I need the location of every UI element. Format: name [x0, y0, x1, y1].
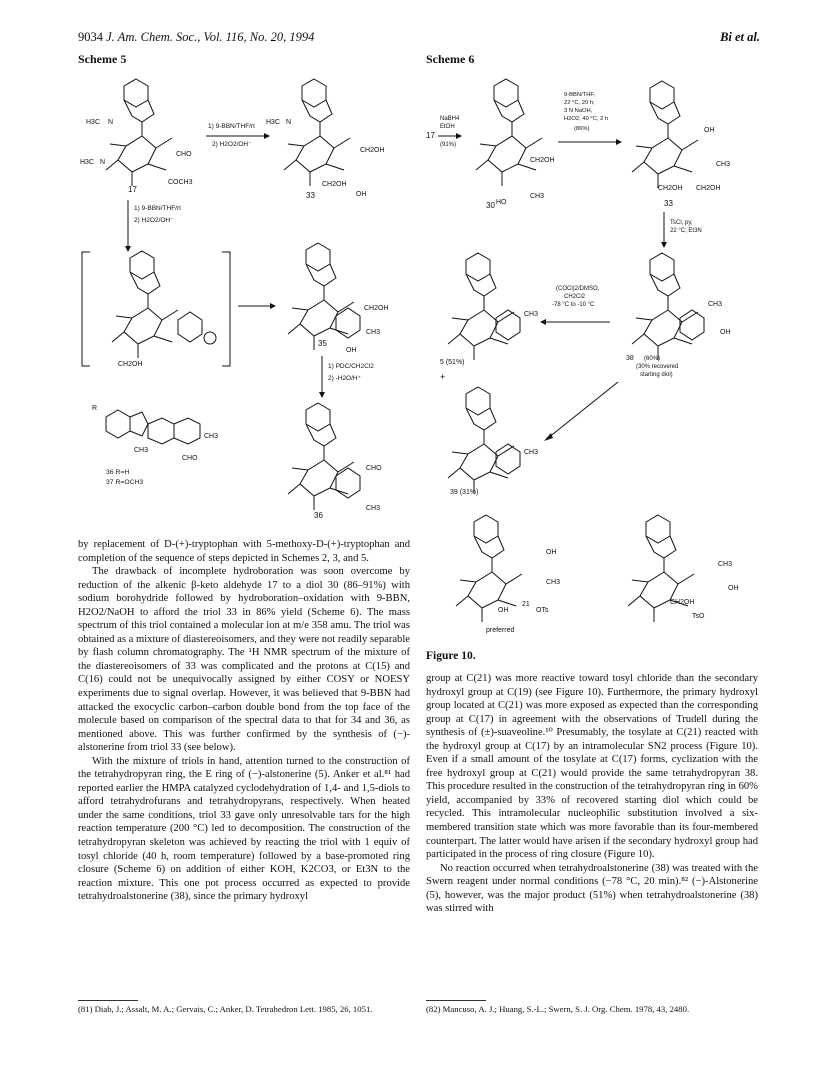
figure10-title: Figure 10.	[426, 650, 476, 662]
svg-text:CH3: CH3	[204, 433, 219, 440]
s6-a4-r1: (COCl)2/DMSO,	[556, 286, 600, 292]
scheme6-title: Scheme 6	[426, 52, 475, 66]
svg-text:CH2OH: CH2OH	[360, 147, 385, 154]
right-footnote-rule	[426, 1000, 486, 1001]
scheme5-drawing	[78, 66, 410, 526]
svg-text:HO: HO	[496, 199, 507, 206]
s5-label-35: 35	[318, 339, 327, 348]
svg-text:N: N	[100, 159, 106, 166]
svg-text:H3C: H3C	[80, 159, 95, 166]
svg-text:OH: OH	[720, 329, 731, 336]
svg-text:21: 21	[522, 601, 530, 608]
svg-text:CH2OH: CH2OH	[364, 305, 389, 312]
s6-a3-r1: TsCl, py,	[670, 220, 693, 226]
svg-text:OH: OH	[498, 607, 509, 614]
s5-label-17: 17	[128, 185, 137, 194]
s6-a2-r4: H2O2, 40 °C, 2 h	[564, 116, 609, 122]
svg-text:CH3: CH3	[524, 311, 539, 318]
s6-a4-r3: -78 °C to -10 °C	[552, 302, 595, 308]
s6-label-39: 39 (31%)	[450, 489, 479, 496]
s5-a2-r1: 1) 9-BBN/THF/rt	[134, 205, 181, 212]
s6-a2-r1: 9-BBN/THF,	[564, 92, 595, 98]
left-paragraph-3: With the mixture of triols in hand, attention turned to the construction of the tetrahydropyran ring, the E ring of (−)-alstonerine (5). Anker et al.⁸¹ had reported earlier the HMPA catalyzed cyclodehydration of 1,4- and 1,5-diols to afford tetrahydrofurans and tetrahydropyrans, respectively. When heated under the same conditions, triol 33 gave only unresolvable tars for the high reaction temperature (200 °C) led to decomposition. The construction of the tetrahydropyran skeleton was achieved by reacting the triol with 1 equiv of tosyl chloride (40 h, room temperature) followed by a base-promoted ring closure (Scheme 6) on addition of either KOH, K2CO3, or Et3N to the reaction mixture. This one pot process occurred as expected to provide tetrahydroalstonerine (38), since the primary hydroxyl	[78, 755, 410, 903]
left-footnote: (81) Diab, J.; Assalt, M. A.; Gervais, C.; Anker, D. Tetrahedron Lett. 1985, 26, 1051.	[78, 1004, 373, 1014]
svg-text:OTs: OTs	[536, 607, 549, 614]
svg-text:H3C: H3C	[266, 119, 281, 126]
svg-text:CH2OH: CH2OH	[670, 599, 695, 606]
svg-text:CH3: CH3	[718, 561, 733, 568]
s6-label-33: 33	[664, 199, 673, 208]
s6-label-38-rec2: starting diol)	[640, 372, 673, 378]
right-paragraph-2: No reaction occurred when tetrahydroalstonerine (38) was treated with the Swern reagent under normal conditions (−78 °C, 20 min).⁸² (−)-Alstonerine (5), however, was the major product (51%) when tetrahydroalstonerine (38) was stirred with	[426, 862, 758, 915]
svg-text:CH3: CH3	[366, 505, 381, 512]
s5-label-r2: 37 R=OCH3	[106, 479, 144, 486]
svg-text:OH: OH	[546, 549, 557, 556]
s6-label-17: 17	[426, 131, 435, 140]
s6-a4-r2: CH2Cl2	[564, 294, 586, 300]
svg-text:CH2OH: CH2OH	[322, 181, 347, 188]
svg-text:CH3: CH3	[530, 193, 545, 200]
s6-a2-r3: 3 N NaOH,	[564, 108, 593, 114]
svg-text:OH: OH	[346, 347, 357, 354]
svg-text:CH3: CH3	[366, 329, 381, 336]
svg-text:CH3: CH3	[546, 579, 561, 586]
svg-text:N: N	[108, 119, 114, 126]
author-short: Bi et al.	[720, 30, 760, 44]
s5-a3-r2: 2) -H2O/H⁺	[328, 375, 362, 382]
svg-text:TsO: TsO	[692, 613, 705, 620]
svg-text:CHO: CHO	[176, 151, 192, 158]
s5-label-r: 36 R=H	[106, 469, 130, 476]
left-column	[78, 538, 410, 904]
left-paragraph-1: by replacement of D-(+)-tryptophan with 5-methoxy-D-(+)-tryptophan and completion of the sequence of steps depicted in Schemes 2, 3, and 5.	[78, 539, 410, 564]
s6-a3-r2: 22 °C; Et3N	[670, 228, 702, 234]
svg-text:CH2OH: CH2OH	[696, 185, 721, 192]
header-left	[78, 30, 314, 45]
svg-text:CH3: CH3	[524, 449, 539, 456]
s5-a3-r1: 1) PDC/CH2Cl2	[328, 363, 374, 370]
svg-text:CH3: CH3	[708, 301, 723, 308]
svg-text:OH: OH	[704, 127, 715, 134]
right-column	[426, 672, 758, 916]
svg-text:+: +	[440, 372, 446, 382]
svg-text:COCH3: COCH3	[168, 179, 193, 186]
running-header	[78, 30, 760, 48]
left-paragraph-2: The drawback of incomplete hydroboration was soon overcome by reduction of the alkenic β-keto aldehyde 17 to a diol 30 (86–91%) with sodium borohydride followed by hydroboration–oxidation with 9-BBN, H2O2/NaOH to afford the triol 33 in 86% yield (Scheme 6). The mass spectrum of this triol contained a molecular ion at m/e 358 amu. The triol was obtained as a mixture of diastereoisomers, and they were not readily separable by flash column chromatography. The ¹H NMR spectrum of the mixture of the diastereoisomers of 33 was complicated and the protons at C(15) and C(16) could not be unequivocally assigned by either COSY or NOESY experiments due to signal overlap. However, it was believed that 9-BBN had attacked the exocyclic carbon–carbon double bond from the top face of the molecule based on comparison of the spectral data to that for 34 and 36, as mentioned above. This was further confirmed by the synthesis of (−)-alstonerine from triol 33 (see below).	[78, 566, 410, 754]
svg-text:H3C: H3C	[86, 119, 101, 126]
s6-label-38: 38	[626, 355, 634, 362]
journal-volume: Vol. 116, No. 20, 1994	[203, 30, 315, 44]
svg-text:CH2OH: CH2OH	[118, 361, 143, 368]
right-footnote: (82) Mancuso, A. J.; Huang, S.-L.; Swern, S. J. Org. Chem. 1978, 43, 2480.	[426, 1004, 690, 1014]
scheme6-drawing	[426, 66, 756, 496]
s5-label-33: 33	[306, 191, 315, 200]
s6-label-30: 30	[486, 201, 495, 210]
svg-text:N: N	[286, 119, 292, 126]
s6-a1-r3: (91%)	[440, 142, 457, 148]
journal-name: J. Am. Chem. Soc.,	[106, 30, 201, 44]
right-paragraph-1: group at C(21) was more reactive toward tosyl chloride than the secondary hydroxyl group at C(19) (see Figure 10). Furthermore, the primary hydroxyl group located at C(21) was more exposed as expected than the corresponding group at C(17) in agreement with the observations of Trudell during the synthesis of (±)-suaveoline.¹⁰ Presumably, the tosylate at C(21) reacted with the hydroxyl group at C(17) by an intramolecular SN2 process (Figure 10). Even if a small amount of the tosylate at C(17) forms, cyclization with the free hydroxyl group at C(21) would provide the same tetrahydropyran 38. This procedure resulted in the construction of the tetrahydropyran ring in 60% yield, accompanied by 33% of recovered starting diol which could be recycled. This intramolecular nucleophilic substitution involved a six-membered transition state which was more favorable than its four-membered counterpart. The latter would have arisen if the secondary hydroxyl group had participated in the process of ring closure (Figure 10).	[426, 673, 758, 861]
s6-a1-r1: NaBH4	[440, 116, 460, 122]
s6-a2-r2: 22 °C, 20 h;	[564, 100, 595, 106]
s5-a1-r1: 1) 9-BBN/THF/rt	[208, 123, 255, 130]
s5-label-36: 36	[314, 511, 323, 520]
figure10-drawing	[426, 508, 756, 638]
svg-text:R: R	[92, 405, 98, 412]
s5-a2-r2: 2) H2O2/OH⁻	[134, 217, 174, 224]
svg-text:CH2OH: CH2OH	[530, 157, 555, 164]
s6-a2-r5: (86%)	[574, 126, 590, 132]
s6-label-38-rec: (30% recovered	[636, 364, 679, 370]
s5-a1-r2: 2) H2O2/OH⁻	[212, 141, 252, 148]
s6-a1-r2: EtOH	[440, 124, 455, 130]
s6-label-38-yield: (60%)	[644, 356, 661, 362]
svg-text:OH: OH	[356, 191, 367, 198]
svg-text:CH3: CH3	[716, 161, 731, 168]
svg-text:CHO: CHO	[182, 455, 198, 462]
s6-label-5: 5 (51%)	[440, 359, 465, 366]
scheme5-title: Scheme 5	[78, 52, 127, 66]
svg-text:CHO: CHO	[366, 465, 382, 472]
svg-text:CH2OH: CH2OH	[658, 185, 683, 192]
left-footnote-rule	[78, 1000, 138, 1001]
fig10-preferred: preferred	[486, 627, 515, 634]
svg-text:CH3: CH3	[134, 447, 149, 454]
page-number: 9034	[78, 30, 103, 44]
svg-text:OH: OH	[728, 585, 739, 592]
